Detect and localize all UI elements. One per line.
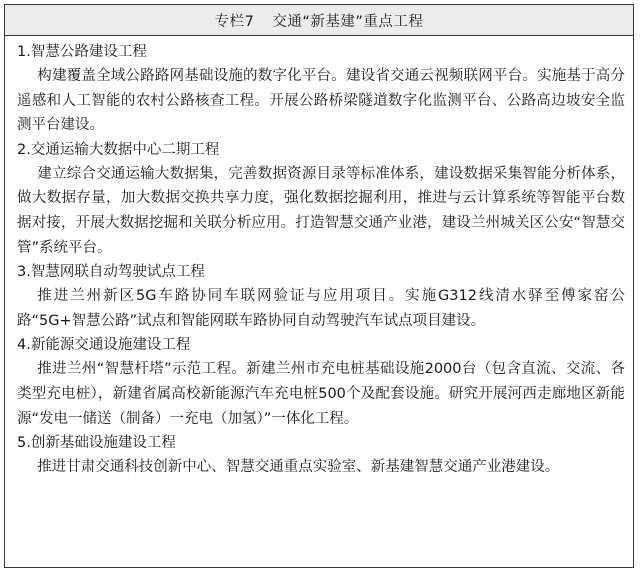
column-box	[4, 4, 634, 568]
section-big-data-center	[17, 138, 627, 260]
section-autonomous-driving	[17, 260, 627, 333]
column-title-text: 交通“新基建”重点工程	[272, 13, 424, 30]
section-body: 推进甘肃交通科技创新中心、智慧交通重点实验室、新基建智慧交通产业港建设。	[37, 459, 560, 476]
section-heading: 4.新能源交通设施建设工程	[17, 337, 191, 354]
section-body: 建立综合交通运输大数据集，完善数据资源目录等标准体系，建设数据采集智能分析体系，做大数据存量，加大数据交换共享力度，强化数据挖掘利用，推进与云计算系统等智能平台数据对接，开展大数据挖掘和关联分析应用。打造智慧交通产业港，建设兰州城关区公安“智慧交管”系统平台。	[17, 165, 625, 256]
section-heading: 2.交通运输大数据中心二期工程	[17, 141, 220, 158]
section-smart-highway	[17, 40, 627, 138]
column-content	[5, 36, 633, 480]
section-heading: 5.创新基础设施建设工程	[17, 435, 176, 452]
column-tag: 专栏7	[214, 13, 255, 30]
section-heading: 3.智慧网联自动驾驶试点工程	[17, 264, 205, 281]
section-new-energy	[17, 333, 627, 431]
section-body: 推进兰州新区5G车路协同车联网验证与应用项目。实施G312线清水驿至傅家窑公路“5G+智慧公路”试点和智能网联车路协同自动驾驶汽车试点项目建设。	[17, 288, 625, 329]
column-title	[5, 5, 633, 36]
section-body: 构建覆盖全域公路路网基础设施的数字化平台。建设省交通云视频联网平台。实施基于高分遥感和人工智能的农村公路核查工程。开展公路桥梁隧道数字化监测平台、公路高边坡安全监测平台建设。	[17, 68, 625, 134]
section-heading: 1.智慧公路建设工程	[17, 44, 147, 60]
section-body: 推进兰州“智慧杆塔”示范工程。新建兰州市充电桩基础设施2000台（包含直流、交流、各类型充电桩），新建省属高校新能源汽车充电桩500个及配套设施。研究开展河西走廊地区新能源“发电一储送（制备）一充电（加氢）”一体化工程。	[17, 361, 625, 427]
section-innovation-infrastructure	[17, 431, 627, 480]
